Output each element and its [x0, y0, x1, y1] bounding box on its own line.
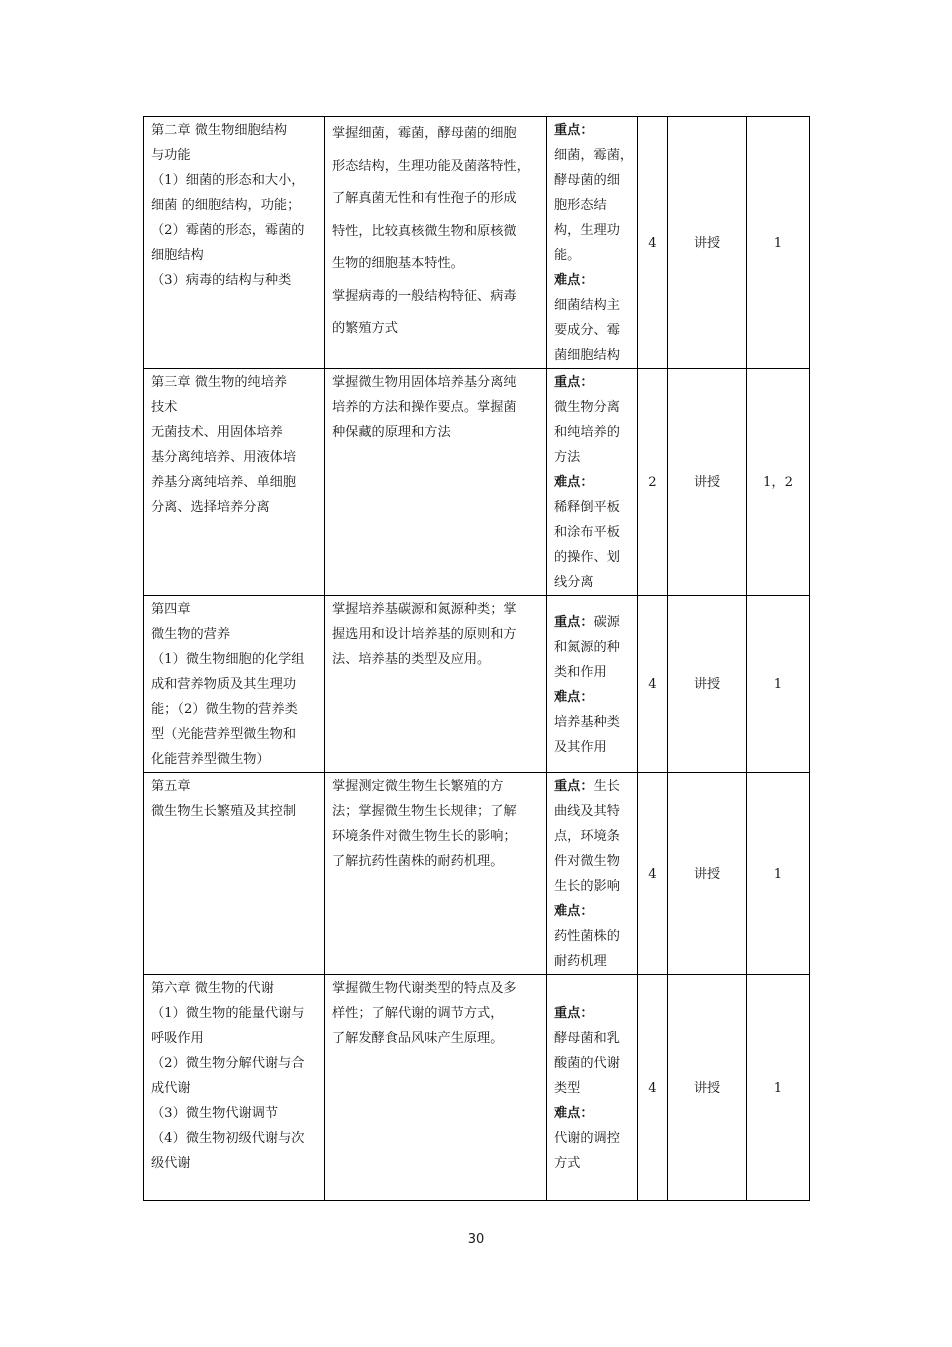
- cell-text-line: 握选用和设计培养基的原则和方: [332, 627, 517, 642]
- key-point-text: 微生物分离: [554, 400, 620, 415]
- key-point-label: 重点：: [554, 779, 594, 794]
- key-point-line: [554, 774, 630, 799]
- cell-text-line: 法、培养基的类型及应用。: [332, 652, 491, 667]
- table-row: [144, 773, 810, 975]
- key-difficult-points-cell: [547, 773, 638, 975]
- page-number: 30: [467, 1232, 485, 1247]
- cell-text-line: 掌握测定微生物生长繁殖的方: [332, 779, 504, 794]
- difficult-point-label: 难点：: [554, 1105, 594, 1121]
- key-point-label: 重点：: [554, 614, 594, 630]
- teaching-method-cell: 讲授: [668, 975, 747, 1201]
- key-difficult-points-cell: [547, 117, 638, 369]
- cell-text-line: 第二章 微生物细胞结构: [151, 123, 288, 138]
- teaching-requirement-cell: [325, 596, 547, 773]
- cell-text-line: 化能营养型微生物）: [151, 752, 270, 767]
- key-point-text: 生长: [593, 779, 620, 794]
- cell-text-line: 第四章: [151, 602, 191, 617]
- key-point-line: [554, 610, 630, 635]
- teaching-method-cell: 讲授: [668, 773, 747, 975]
- teaching-requirement-cell: [325, 773, 547, 975]
- class-hours-cell: 4: [638, 596, 668, 773]
- difficult-point-text: 线分离: [554, 575, 594, 590]
- chapter-content-cell: [144, 773, 325, 975]
- key-point-text: 生长的影响: [554, 879, 620, 894]
- cell-text-line: 了解发酵食品风味产生原理。: [332, 1031, 504, 1046]
- cell-text-line: 形态结构，生理功能及菌落特性，: [332, 158, 530, 174]
- teaching-requirement-cell: [325, 117, 547, 369]
- cell-text-line: 级代谢: [151, 1156, 191, 1171]
- key-point-text: 碳源: [593, 614, 620, 630]
- key-point-text: 类型: [554, 1080, 581, 1096]
- difficult-point-text: 代谢的调控: [554, 1130, 620, 1146]
- cell-text-line: 微生物的营养: [151, 627, 231, 642]
- cell-text-line: 培养的方法和操作要点。掌握菌: [332, 400, 517, 415]
- cell-text-line: 环境条件对微生物生长的影响；: [332, 829, 517, 844]
- cell-text-line: 第五章: [151, 779, 191, 794]
- difficult-point-text: 菌细胞结构: [554, 348, 620, 363]
- reference-cell: 1: [747, 773, 810, 975]
- cell-text-line: 掌握微生物用固体培养基分离纯: [332, 375, 517, 390]
- cell-text-line: 了解抗药性菌株的耐药机理。: [332, 854, 504, 869]
- cell-text-line: 生物的细胞基本特性。: [332, 256, 464, 271]
- cell-text-line: 掌握微生物代谢类型的特点及多: [332, 981, 517, 996]
- key-point-label: 重点：: [554, 123, 594, 138]
- difficult-point-text: 细菌结构主: [554, 298, 620, 313]
- difficult-point-label: 难点：: [554, 273, 594, 288]
- chapter-content-cell: [144, 596, 325, 773]
- key-point-text: 酸菌的代谢: [554, 1055, 620, 1071]
- key-point-text: 和纯培养的: [554, 425, 620, 440]
- cell-text-line: 微生物生长繁殖及其控制: [151, 804, 297, 819]
- cell-text-line: 分离、选择培养分离: [151, 500, 270, 515]
- cell-text-line: 掌握细菌，霉菌，酵母菌的细胞: [332, 126, 517, 141]
- cell-text-line: （1）微生物的能量代谢与: [151, 1006, 305, 1021]
- cell-text-line: （2）霉菌的形态，霉菌的: [151, 223, 305, 238]
- key-point-text: 构，生理功: [554, 223, 620, 238]
- key-point-text: 能。: [554, 248, 581, 263]
- key-point-text: 点，环境条: [554, 829, 620, 844]
- key-point-text: 曲线及其特: [554, 804, 620, 819]
- class-hours-cell: 4: [638, 975, 668, 1201]
- table-row: [144, 596, 810, 773]
- difficult-point-text: 要成分、霉: [554, 323, 620, 338]
- cell-text-line: 特性，比较真核微生物和原核微: [332, 223, 517, 239]
- cell-text-line: 能；（2）微生物的营养类: [151, 702, 298, 717]
- syllabus-table: [143, 116, 810, 1201]
- cell-text-line: 养基分离纯培养、单细胞: [151, 475, 297, 490]
- cell-text-line: 种保藏的原理和方法: [332, 425, 451, 440]
- key-point-label: 重点：: [554, 1005, 594, 1021]
- key-point-text: 细菌，霉菌，: [554, 148, 634, 163]
- cell-text-line: 与功能: [151, 148, 191, 163]
- chapter-content-cell: [144, 117, 325, 369]
- chapter-content-cell: [144, 369, 325, 596]
- cell-text-line: 掌握培养基碳源和氮源种类；掌: [332, 602, 517, 617]
- difficult-point-text: 方式: [554, 1155, 581, 1171]
- key-point-label: 重点：: [554, 375, 594, 390]
- syllabus-table-body: [144, 117, 810, 1201]
- cell-text-line: 无菌技术、用固体培养: [151, 425, 283, 440]
- difficult-point-label: 难点：: [554, 475, 594, 490]
- key-point-text: 方法: [554, 450, 581, 465]
- reference-cell: 1: [747, 117, 810, 369]
- cell-text-line: 呼吸作用: [151, 1031, 204, 1046]
- cell-text-line: 的繁殖方式: [332, 321, 398, 336]
- cell-text-line: （4）微生物初级代谢与次: [151, 1131, 305, 1146]
- difficult-point-text: 培养基种类: [554, 714, 620, 730]
- cell-text-line: 第六章 微生物的代谢: [151, 981, 274, 996]
- difficult-point-text: 及其作用: [554, 739, 607, 755]
- teaching-method-cell: 讲授: [668, 596, 747, 773]
- teaching-method-cell: 讲授: [668, 117, 747, 369]
- cell-text-line: 基分离纯培养、用液体培: [151, 450, 297, 465]
- cell-text-line: 成和营养物质及其生理功: [151, 677, 297, 692]
- cell-text-line: （3）微生物代谢调节: [151, 1106, 279, 1121]
- cell-text-line: （1）微生物细胞的化学组: [151, 652, 305, 667]
- chapter-content-cell: [144, 975, 325, 1201]
- difficult-point-text: 的操作、划: [554, 550, 620, 565]
- key-point-text: 酵母菌的细: [554, 173, 620, 188]
- cell-text-line: 了解真菌无性和有性孢子的形成: [332, 191, 517, 206]
- key-difficult-points-cell: [547, 369, 638, 596]
- table-row: [144, 975, 810, 1201]
- key-point-text: 件对微生物: [554, 854, 620, 869]
- cell-text-line: 型（光能营养型微生物和: [151, 727, 297, 742]
- cell-text-line: 技术: [151, 400, 178, 415]
- teaching-requirement-cell: [325, 369, 547, 596]
- difficult-point-text: 药性菌株的: [554, 929, 620, 944]
- key-point-text: 酵母菌和乳: [554, 1030, 620, 1046]
- difficult-point-label: 难点：: [554, 904, 594, 919]
- difficult-point-text: 和涂布平板: [554, 525, 620, 540]
- difficult-point-text: 耐药机理: [554, 954, 607, 969]
- table-row: [144, 117, 810, 369]
- cell-text-line: 样性；了解代谢的调节方式，: [332, 1006, 504, 1021]
- key-point-text: 类和作用: [554, 664, 607, 680]
- teaching-method-cell: 讲授: [668, 369, 747, 596]
- reference-cell: 1: [747, 975, 810, 1201]
- cell-text-line: （2）微生物分解代谢与合: [151, 1056, 305, 1071]
- key-difficult-points-cell: [547, 596, 638, 773]
- table-row: [144, 369, 810, 596]
- cell-text-line: 掌握病毒的一般结构特征、病毒: [332, 288, 517, 304]
- cell-text-line: 细胞结构: [151, 248, 204, 263]
- difficult-point-label: 难点：: [554, 689, 594, 705]
- difficult-point-text: 稀释倒平板: [554, 500, 620, 515]
- key-difficult-points-cell: [547, 975, 638, 1201]
- key-point-text: 胞形态结: [554, 198, 607, 213]
- cell-text-line: （1）细菌的形态和大小，: [151, 173, 305, 188]
- cell-text-line: 成代谢: [151, 1081, 191, 1096]
- cell-text-line: 法；掌握微生物生长规律；了解: [332, 804, 517, 819]
- class-hours-cell: 4: [638, 773, 668, 975]
- teaching-requirement-cell: [325, 975, 547, 1201]
- reference-cell: 1，2: [747, 369, 810, 596]
- cell-text-line: （3）病毒的结构与种类: [151, 273, 292, 288]
- reference-cell: 1: [747, 596, 810, 773]
- key-point-text: 和氮源的种: [554, 639, 620, 655]
- cell-text-line: 第三章 微生物的纯培养: [151, 375, 288, 390]
- class-hours-cell: 4: [638, 117, 668, 369]
- cell-text-line: 细菌 的细胞结构，功能；: [151, 198, 301, 213]
- class-hours-cell: 2: [638, 369, 668, 596]
